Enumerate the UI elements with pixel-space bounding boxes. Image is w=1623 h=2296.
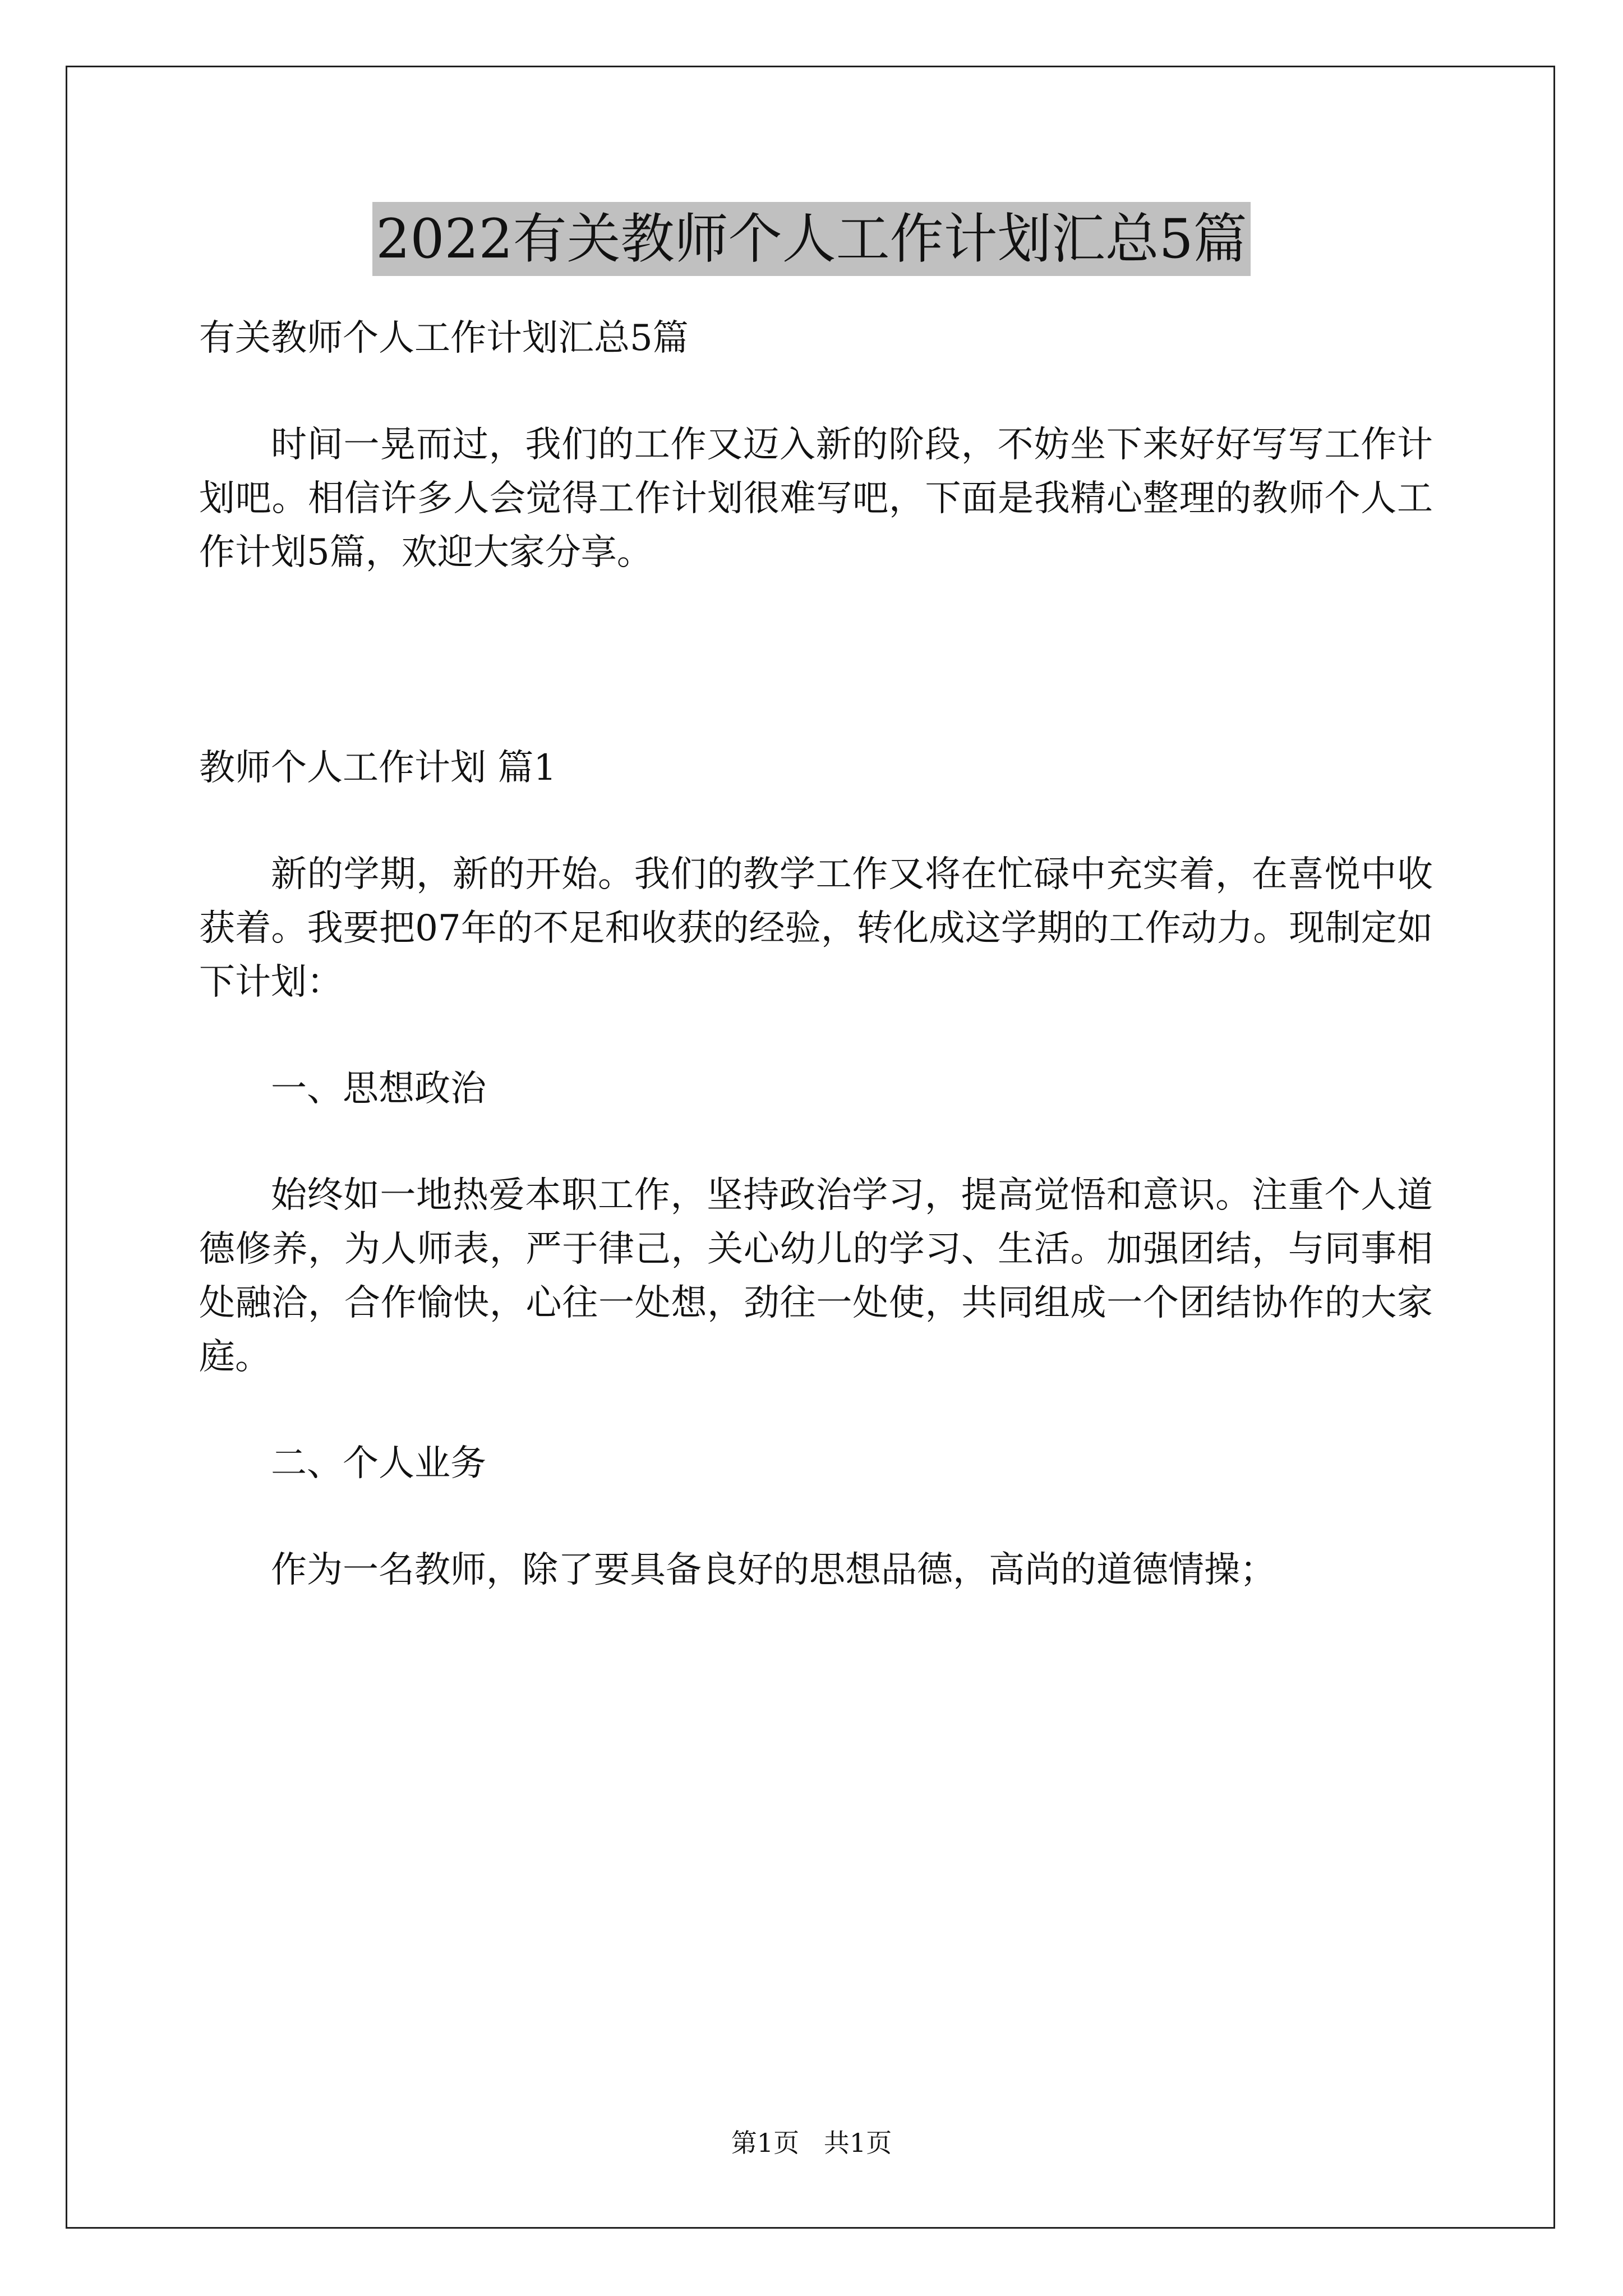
section-heading: 教师个人工作计划 篇1 [199,747,557,789]
intro-paragraph: 时间一晃而过，我们的工作又迈入新的阶段，不妨坐下来好好写写工作计划吧。相信许多人会觉得工作计划很难写吧，下面是我精心整理的教师个人工作计划5篇，欢迎大家分享。 [199,424,1433,573]
document-subtitle: 有关教师个人工作计划汇总5篇 [199,318,689,359]
document-body [199,311,1433,1650]
body-paragraph: 始终如一地热爱本职工作，坚持政治学习，提高觉悟和意识。注重个人道德修养，为人师表，严于律己，关心幼儿的学习、生活。加强团结，与同事相处融洽，合作愉快，心往一处想，劲往一处使，共同组成一个团结协作的大家庭。 [199,1175,1433,1378]
document-title: 2022有关教师个人工作计划汇总5篇 [372,202,1250,276]
title-wrap [0,202,1623,276]
subheading-business: 二、个人业务 [271,1443,486,1484]
body-paragraph: 新的学期，新的开始。我们的教学工作又将在忙碌中充实着，在喜悦中收获着。我要把07年的不足和收获的经验，转化成这学期的工作动力。现制定如下计划： [199,854,1433,1003]
body-paragraph: 作为一名教师，除了要具备良好的思想品德，高尚的道德情操； [271,1549,1276,1591]
page-footer: 第1页 共1页 [731,2128,892,2158]
subheading-thought: 一、思想政治 [271,1068,486,1110]
